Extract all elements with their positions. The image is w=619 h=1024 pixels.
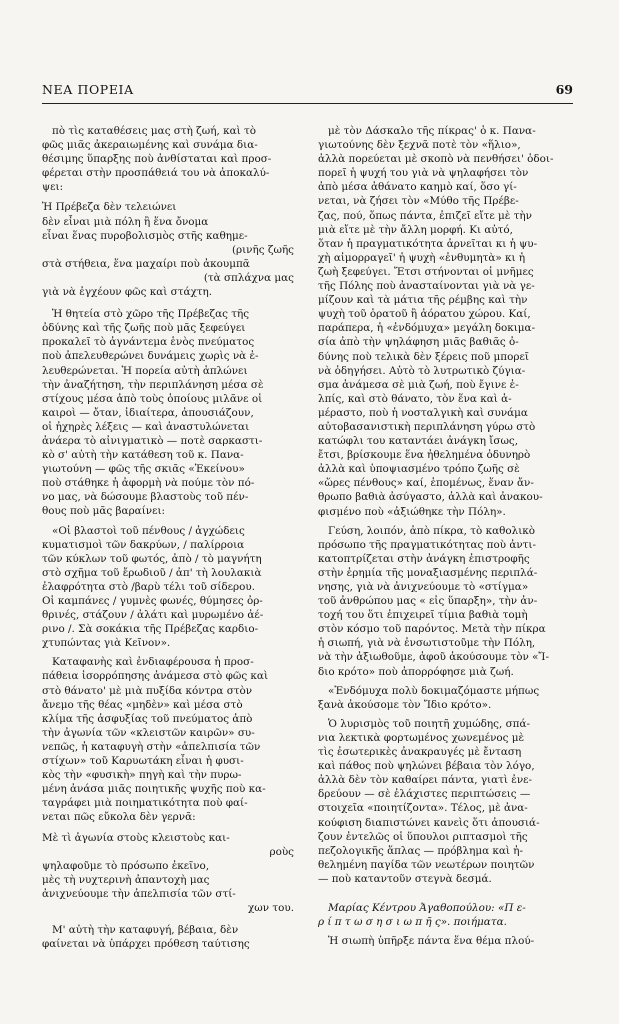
text-line: στίχους μέσα ἀπὸ τοὺς ὁποίους μιλᾶνε οἱ xyxy=(42,392,263,405)
text-line: ὀδύνης καὶ τῆς ζωῆς ποὺ μᾶς ξεφεύγει xyxy=(42,322,246,335)
text-line: χὴ αἱμορραγεῖ' ἡ ψυχὴ «ἐνθυμητὰ» κι ἡ xyxy=(318,251,526,264)
text-line: δρεύουν — σὲ ἐλάχιστες περιπτώσεις — xyxy=(318,788,531,801)
text-line: στὸ σχῆμα τοῦ ἔρωδιοῦ / ἀπ' τὴ λουλακιὰ xyxy=(42,566,262,579)
text-line: διο κρότο» ποὺ ἀπορρόφησε μιὰ ζωή. xyxy=(318,665,514,678)
text-line: φαίνεται νὰ ὑπάρχει πρόθεση ταύτισης xyxy=(42,938,250,951)
text-line: ζας, πού, ὅπως πάντα, ἐπιζεῖ εἴτε μὲ τὴν xyxy=(318,209,532,222)
text-line: Ἡ σιωπὴ ὑπῆρξε πάντα ἕνα θέμα πλού- xyxy=(328,935,535,948)
text-line: εἶναι ἕνας πυροβολισμὸς στῆς καθημε- xyxy=(42,229,248,242)
text-line: «Ἐνδόμυχα πολὺ δοκιμαζόμαστε μήπως xyxy=(328,684,540,697)
text-line: Μ' αὐτὴ τὴν καταφυγή, βέβαια, δὲν xyxy=(52,924,239,937)
text-line: ρ ί π τ ω σ η σ ι ω π ῆ ς». ποιήματα. xyxy=(318,916,507,929)
text-line: στὸ θάνατο' μὲ μιὰ πυξίδα κόντρα στὸν xyxy=(42,684,253,697)
text-line: κούφιση διαπιστώνει κανεὶς ὅτι ἀπουσιά- xyxy=(318,816,540,829)
text-line: θρωπο βαθιὰ ἀσύγαστο, ἀλλὰ καὶ ἀνακου- xyxy=(318,491,543,504)
text-line: κλίμα τῆς ἀσφυξίας τοῦ πνεύματος ἀπὸ xyxy=(42,712,253,725)
text-line: μιὰ εἴτε μὲ τὴν ἄλλη μορφή. Κι αὐτό, xyxy=(318,223,513,236)
text-line: Ἡ θητεία στὸ χῶρο τῆς Πρέβεζας τῆς xyxy=(52,308,250,321)
text-line: κατώφλι του καταντάει ἀνάγκη ἴσως, xyxy=(318,435,519,448)
text-line: ψηλαφοῦμε τὸ πρόσωπο ἐκεῖνο, xyxy=(42,859,210,872)
text-line: Ὁ λυρισμὸς τοῦ ποιητῆ χυμώδης, σπά- xyxy=(328,717,531,730)
text-line: τὴν ἀναζήτηση, τὴν περιπλάνηση μέσα σὲ xyxy=(42,378,264,391)
text-line: Οἱ καμπάνες / γυμνὲς φωνές, θύμησες ὀρ- xyxy=(42,595,263,607)
text-line: αὐτοβασανιστικὴ περιπλάνηση γύρω στὸ xyxy=(318,420,536,433)
text-line: φέρεται στὴν προσπάθειά του νὰ ἀποκαλύ- xyxy=(42,167,270,180)
text-line: θελημένη παγίδα τῶν νεωτέρων ποιητῶν xyxy=(318,858,535,871)
left-prose-quote xyxy=(42,524,300,651)
text-line: — ποὺ καταντοῦν στεγνὰ δεσμά. xyxy=(318,872,492,885)
right-paragraph-2 xyxy=(318,524,575,679)
text-line: τὶς ἐσωτερικὲς ἀνακραυγές μὲ ἔνταση xyxy=(318,746,522,759)
text-line: «ὥρες πένθους» καί, ἑπομένως, ἕναν ἄν- xyxy=(318,477,534,490)
journal-title: ΝΕΑ ΠΟΡΕΙΑ xyxy=(42,82,134,97)
running-header xyxy=(42,82,573,104)
text-line: (τὰ σπλάχνα μας xyxy=(203,271,294,284)
left-paragraph-1 xyxy=(42,124,300,194)
text-line: τῶν κύκλων τοῦ φωτός, ἀπὸ / τὸ μαγνήτη xyxy=(42,552,262,565)
text-line: θους ποὺ μᾶς βαραίνει: xyxy=(42,505,166,518)
text-line: πεζολογικῆς ἅπλας — πρόβλημα καὶ ἠ- xyxy=(318,844,524,857)
text-line: φισμένο ποὺ «ἀξιώθηκε τὴν Πόλη». xyxy=(318,505,506,518)
text-line: πὸ τὶς καταθέσεις μας στὴ ζωή, καὶ τὸ xyxy=(52,125,257,137)
text-line: λευθερώνεται. Ἡ πορεία αὐτὴ ἁπλώνει xyxy=(42,364,248,377)
text-line: μίζουν καὶ τὰ μάτια τῆς ρέμβης καὶ τὴν xyxy=(318,294,528,307)
text-line: Μὲ τὶ ἀγωνία στοὺς κλειστοὺς και- xyxy=(42,831,230,844)
text-line: ψυχὴ τοῦ ὁρατοῦ ἢ ἀόρατου χώρου. Καί, xyxy=(318,308,531,321)
right-column xyxy=(318,124,575,953)
book-review-heading xyxy=(318,901,575,929)
text-line: ταγράφει μιὰ ποιηματικότητα ποὺ φαί- xyxy=(42,797,248,810)
text-line: θέσιμης ὕπαρξης ποὺ ἀνθίσταται καὶ προσ- xyxy=(42,153,272,166)
right-paragraph-5 xyxy=(318,934,575,948)
text-line: Μαρίας Κέντρου Ἀγαθοπούλου: «Π ε- xyxy=(328,901,526,914)
text-line: ποὺ ἀπελευθερώνει δυνάμεις χωρὶς νὰ ἐ- xyxy=(42,350,259,363)
text-line: νὰ ὁδηγήσει. Αὐτὸ τὸ λυτρωτικὸ ζύγια- xyxy=(318,364,526,377)
text-line: στὴν ἐρημία τῆς μοναξιασμένης περιπλά- xyxy=(318,566,538,579)
right-paragraph-1 xyxy=(318,124,575,519)
text-line: πορεῖ ἡ ψυχή του γιὰ νὰ ψηλαφήσει τὸν xyxy=(318,167,529,180)
text-line: «Οἱ βλαστοὶ τοῦ πένθους / ἀγχώδεις xyxy=(52,524,245,537)
text-line: ρινο /. Σὰ σοκάκια τῆς Πρέβεζας καρδιο- xyxy=(42,623,259,636)
text-line: ἀλλὰ καὶ ὑποψιασμένο τρόπο ζωῆς σὲ xyxy=(318,463,520,476)
text-line: ζουν ἐντελῶς οἱ ὕπουλοι ριπτασμοὶ τῆς xyxy=(318,830,528,843)
text-line: καὶ πάθος ποὺ ψηλώνει βέβαια τὸν λόγο, xyxy=(318,760,535,773)
text-line: Γεύση, λοιπόν, ἀπὸ πίκρα, τὸ καθολικὸ xyxy=(328,524,536,537)
right-quote xyxy=(318,684,575,712)
left-paragraph-5 xyxy=(42,923,300,951)
text-line: στὰ στήθεια, ἕνα μαχαίρι ποὺ ἀκουμπᾶ xyxy=(42,257,250,270)
text-line: ἄνεμο τῆς θέας «μηδὲν» καὶ μέσα στὸ xyxy=(42,698,243,711)
left-paragraph-2 xyxy=(42,307,300,518)
text-line: σμα ἀνάμεσα σὲ μιὰ ζωή, ποὺ ἔγινε ἐ- xyxy=(318,378,519,391)
text-line: νεται, νὰ ζήσει τὸν «Μύθο τῆς Πρέβε- xyxy=(318,195,519,208)
text-line: λπίς, καὶ στὸ θάνατο, τὸν ἕνα καὶ ἀ- xyxy=(318,392,512,405)
text-line: νεται πῶς εὔκολα δὲν γερνᾶ: xyxy=(42,811,196,824)
text-line: κὸς τὴν «φυσικὴ» πηγὴ καὶ τὴν πυρω- xyxy=(42,769,242,782)
text-line: ροὺς xyxy=(269,845,294,858)
text-line: ποὺ στάθηκε ἡ ἀφορμὴ νὰ πούμε τὸν πό- xyxy=(42,477,255,490)
text-line: ἀλλὰ πορεύεται μὲ σκοπὸ νὰ πενθήσει' ὁδοι- xyxy=(318,153,554,166)
text-line: μέραστο, ποὺ ἡ νοσταλγικὴ καὶ συνάμα xyxy=(318,406,528,419)
text-line: τοχή του ὅτι ἐπιχειρεῖ τίμια βαθιὰ τομὴ xyxy=(318,609,528,622)
text-line: νια λεκτικὰ φορτωμένος χωνεμένος μὲ xyxy=(318,731,525,744)
text-line: πρόσωπο τῆς πραγματικότητας ποὺ ἀντι- xyxy=(318,538,536,551)
text-line: ὅταν ἡ πραγματικότητα ἀρνεῖται κι ἡ ψυ- xyxy=(318,237,538,250)
text-line: στὸν κόσμο τοῦ παρόντος. Μετὰ τὴν πίκρα xyxy=(318,623,546,636)
text-line: δύνης ποὺ τελικὰ δὲν ξέρεις ποῦ μπορεῖ xyxy=(318,350,529,363)
text-line: ξανὰ ἀκούσομε τὸν Ἴδιο κρότο». xyxy=(318,698,492,711)
text-line: κυματισμοὶ τῶν δακρύων, / παλίρροια xyxy=(42,538,245,551)
section-gap xyxy=(318,891,575,901)
text-line: δὲν εἶναι μιὰ πόλη ἢ ἕνα ὄνομα xyxy=(42,215,209,228)
left-column xyxy=(42,124,300,956)
text-line: μὲ τὸν Δάσκαλο τῆς πίκρας' ὁ κ. Πανα- xyxy=(328,125,536,137)
text-line: οἱ ἠχηρὲς λέξεις — καὶ ἀναστυλώνεται xyxy=(42,420,250,433)
poem-excerpt-2 xyxy=(42,831,300,916)
right-paragraph-3 xyxy=(318,717,575,886)
text-line: ἀλλὰ δὲν τὸν καθαίρει πάντα, γιατὶ ἐνε- xyxy=(318,774,533,787)
text-line: μένη ἀνάσα μιᾶς ποιητικῆς ψυχῆς ποὺ κα- xyxy=(42,783,266,796)
text-line: κὸ σ' αὐτὴ τὴν κατάθεση τοῦ κ. Πανα- xyxy=(42,449,244,462)
text-line: χων του. xyxy=(247,901,294,914)
text-line: στοιχεῖα «ποιητίζοντα». Τέλος, μὲ ἀνα- xyxy=(318,802,528,815)
text-line: ἐλαφρότητα στὸ /βαρὺ τέλι τοῦ σίδερου. xyxy=(42,580,256,593)
text-line: χτυπώντας γιὰ Κεῖνον». xyxy=(42,637,171,650)
text-line: καιροὶ — ὄταν, ἰδιαίτερα, ἀπουσιάζουν, xyxy=(42,406,254,419)
text-line: τῆς Πόλης ποὺ ἀνασταίνονται γιὰ νὰ γε- xyxy=(318,280,535,293)
text-line: ἡ σιωπή, γιὰ νὰ ἐνσωτιστοῦμε τὴν Πόλη, xyxy=(318,637,536,650)
text-line: στίχων» τοῦ Καρυωτάκη εἶναι ἡ φυσι- xyxy=(42,755,244,768)
text-line: τὴν ἀγωνία τῶν «κλειστῶν καιρῶν» συ- xyxy=(42,726,255,739)
text-line: Ἡ Πρέβεζα δὲν τελειώνει xyxy=(42,201,177,214)
text-line: γιωτούνης δὲν ξεχνᾶ ποτὲ τὸν «ἥλιο», xyxy=(318,139,521,152)
left-paragraph-4 xyxy=(42,655,300,824)
text-line: τοῦ ἀνθρώπου μας « εἰς ὕπαρξη», τὴν ἀν- xyxy=(318,595,538,608)
text-line: νο μας, νὰ δώσουμε βλαστοὺς τοῦ πέν- xyxy=(42,491,249,504)
text-line: ἔτσι, βρίσκουμε ἕνα ἠθελημένα ὀδυνηρὸ xyxy=(318,449,531,462)
poem-excerpt-1 xyxy=(42,200,300,299)
text-line: προκαλεῖ τὸ ἀγνάντεμα ἑνὸς πνεύματος xyxy=(42,336,255,349)
text-line: νησης, γιὰ νὰ ἀνιχνεύουμε τὸ «στίγμα» xyxy=(318,581,529,593)
text-line: φῶς μιᾶς ἀκεραιωμένης καὶ συνάμα δια- xyxy=(42,139,258,152)
text-line: Καταφανὴς καὶ ἐνδιαφέρουσα ἡ προσ- xyxy=(52,656,254,669)
text-line: κατοπτρίζεται στὴν ἀνάγκη ἐπιστροφῆς xyxy=(318,552,530,565)
text-line: ζωὴ ξεφεύγει. Ἔτσι στήνονται οἱ μνῆμες xyxy=(318,265,534,278)
text-line: θρινές, στάζουν / ἀλάτι καὶ μυρωμένο ἀέ- xyxy=(42,609,264,622)
text-line: παράπερα, ἡ «ἐνδόμυχα» μεγάλη δοκιμα- xyxy=(318,322,536,335)
text-line: ἀνιχνεύουμε τὴν ἀπελπισία τῶν στί- xyxy=(42,887,236,900)
header-rule xyxy=(42,103,573,104)
page-number: 69 xyxy=(555,82,573,97)
text-line: γιωτούνη — φῶς τῆς σκιᾶς «Ἐκείνου» xyxy=(42,463,245,476)
text-line: μὲς τὴ νυχτερινὴ ἀπαντοχὴ μας xyxy=(42,873,210,886)
text-line: (ρινῆς ζωῆς xyxy=(231,243,294,256)
text-line: ἀπὸ μέσα ἀθάνατο καημὸ καί, ὅσο γί- xyxy=(318,181,517,194)
text-line: νεπῶς, ἡ καταφυγὴ στὴν «ἀπελπισία τῶν xyxy=(42,740,261,753)
text-line: γιὰ νὰ ἐγχέουν φῶς καὶ στάχτη. xyxy=(42,286,213,299)
text-line: νὰ τὴν ἀξιωθοῦμε, ἀφοῦ ἀκούσουμε τὸν «Ἴ- xyxy=(318,651,549,664)
text-line: ψει: xyxy=(42,181,64,194)
text-line: πάθεια ἰσορρόπησης ἀνάμεσα στὸ φῶς καὶ xyxy=(42,670,269,683)
text-line: σία ἀπὸ τὴν ψηλάφηση μιᾶς βαθιᾶς ὀ- xyxy=(318,336,519,349)
text-line: ἀνάερα τὸ αἰνιγματικὸ — ποτὲ σαρκαστι- xyxy=(42,434,263,447)
